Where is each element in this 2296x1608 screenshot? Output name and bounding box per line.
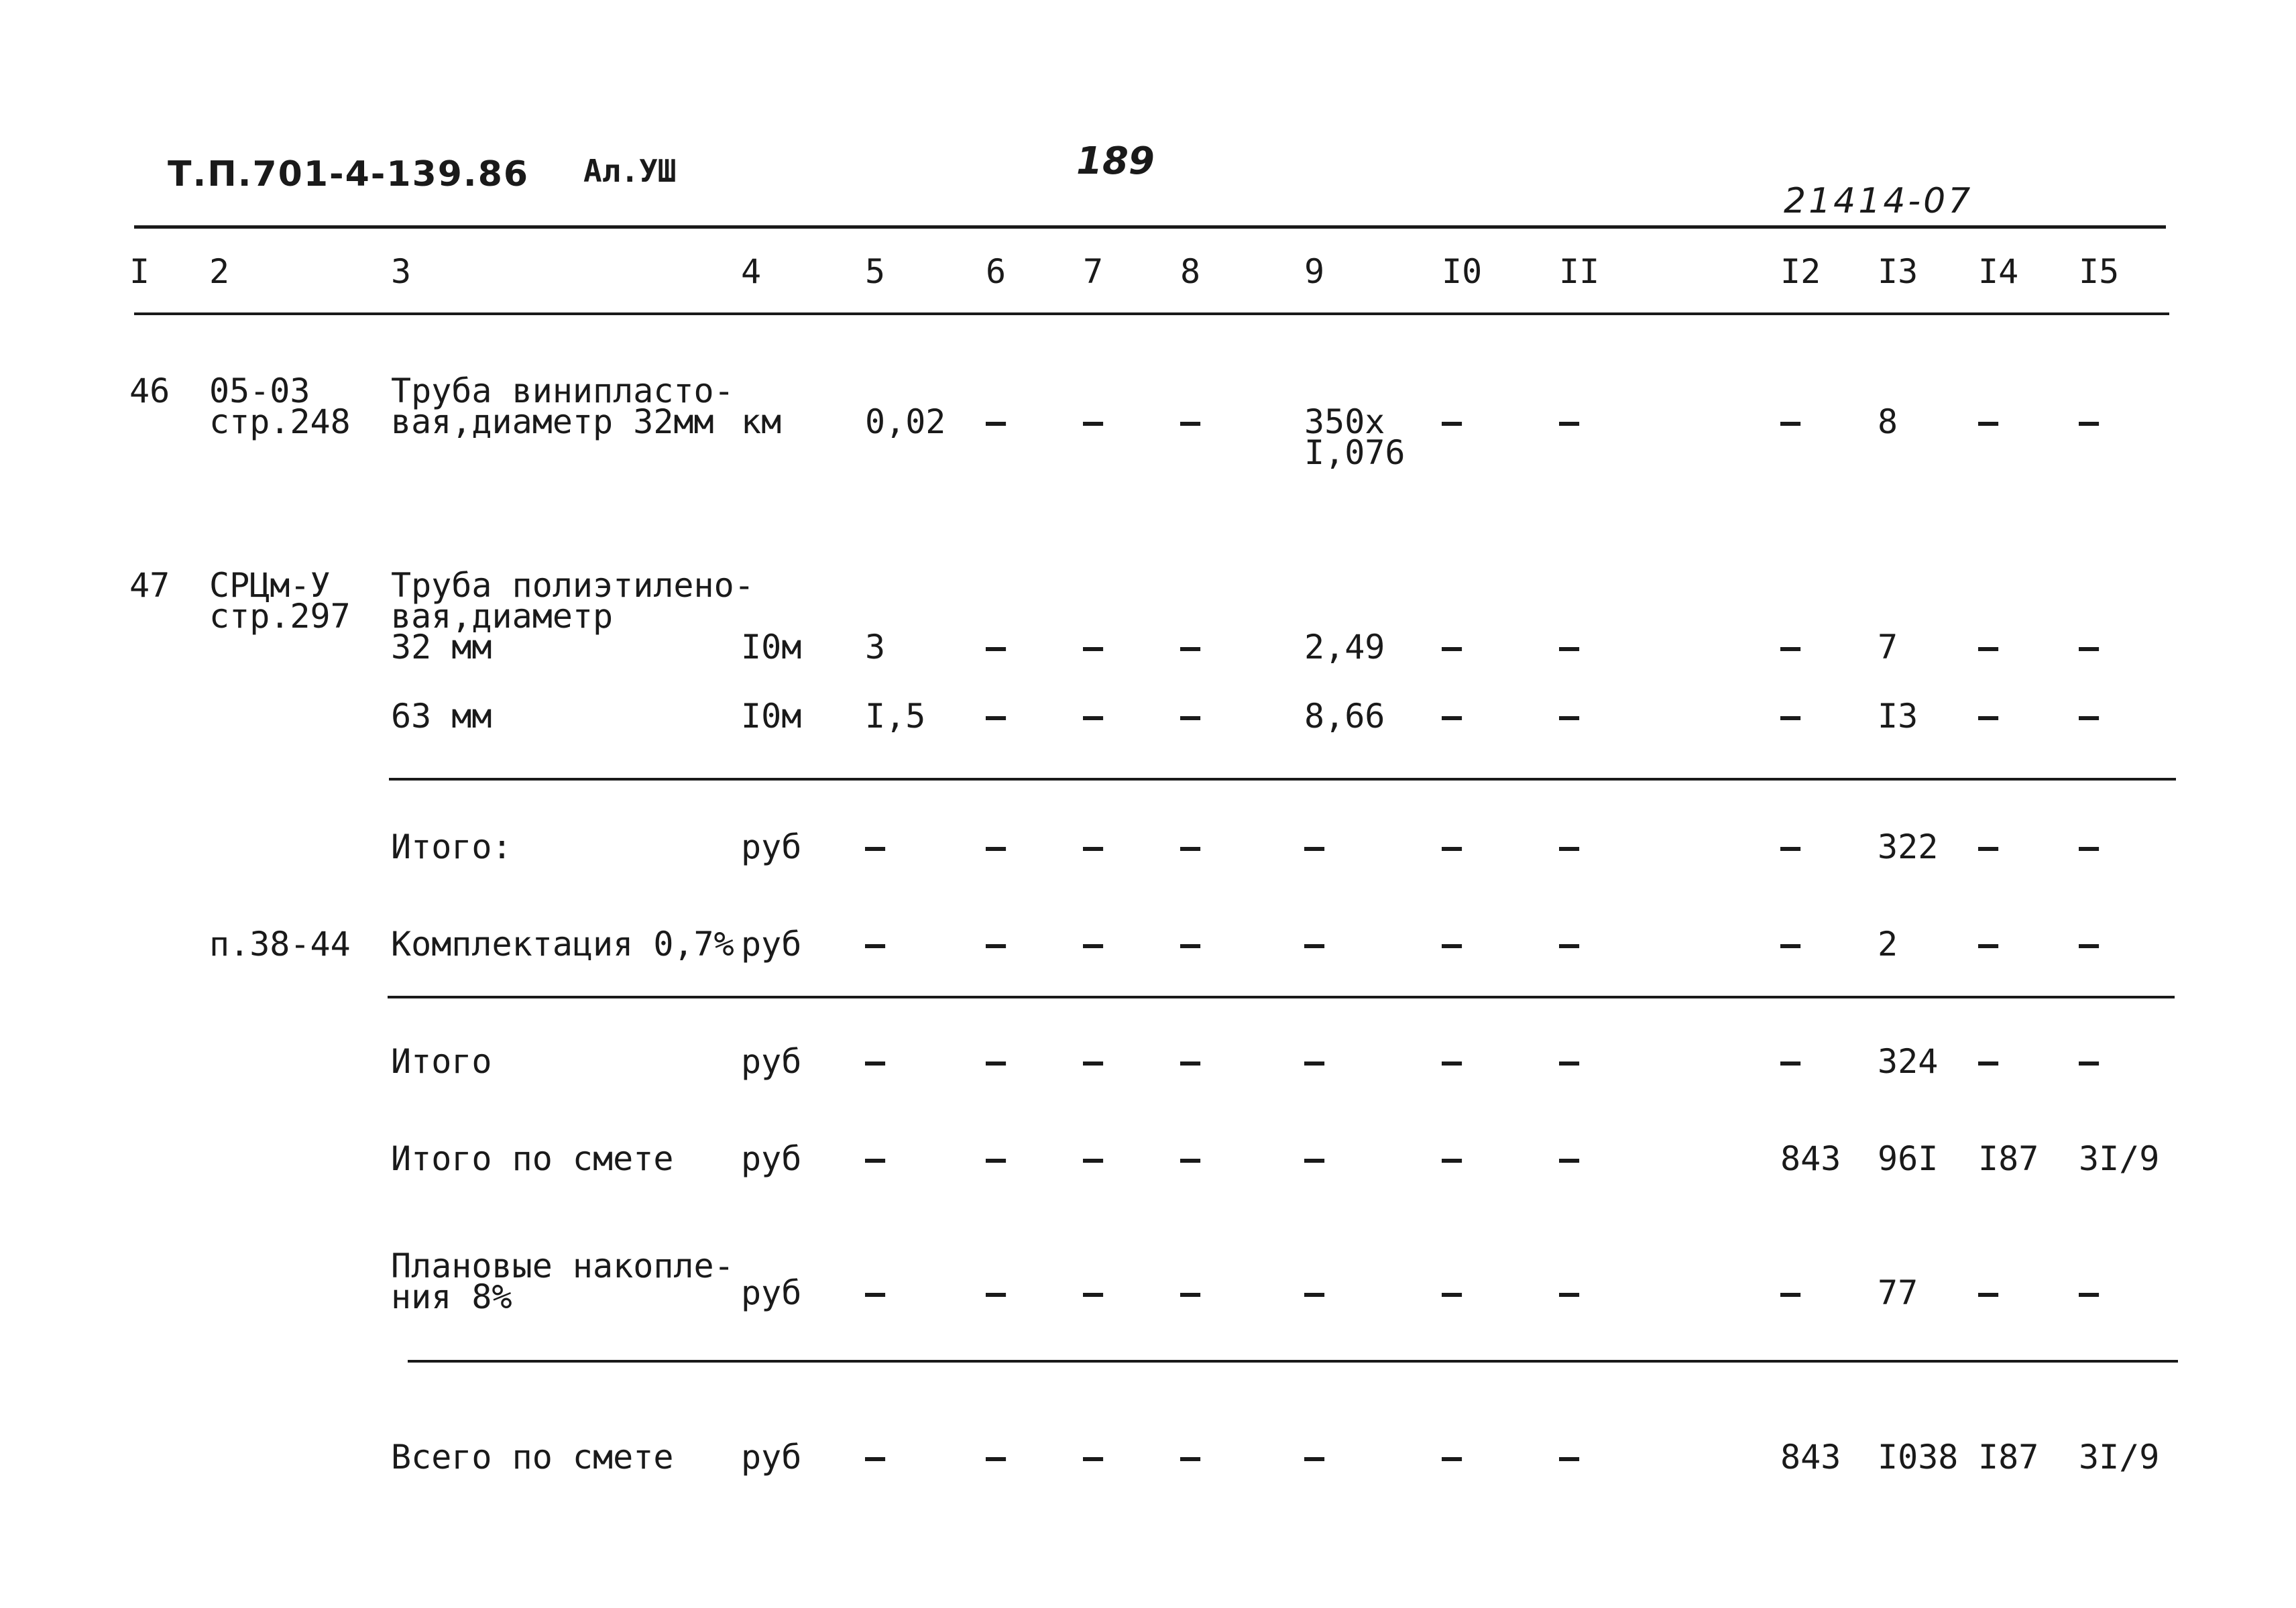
- cell-col-10: –: [1442, 1139, 1462, 1178]
- album-label: Ал.УШ: [583, 153, 677, 189]
- cell-col-11: –: [1559, 1438, 1580, 1477]
- cell-col-6: –: [986, 1273, 1007, 1312]
- cell-col-8: –: [1180, 697, 1201, 736]
- column-header-11: II: [1559, 252, 1600, 291]
- cell-col-8: –: [1180, 925, 1201, 964]
- column-header-3: 3: [391, 252, 412, 291]
- cell-col-4: руб: [741, 925, 802, 964]
- cell-col-4: руб: [741, 1042, 802, 1081]
- cell-col-14: –: [1978, 827, 1999, 866]
- cell-col-8: –: [1180, 402, 1201, 441]
- cell-col-12: –: [1780, 925, 1801, 964]
- column-header-1: I: [129, 252, 150, 291]
- cell-col-6: –: [986, 1042, 1007, 1081]
- cell-col-8: –: [1180, 1438, 1201, 1477]
- cell-col-7: –: [1083, 628, 1104, 667]
- column-header-9: 9: [1304, 252, 1325, 291]
- cell-col-3: 63 мм: [391, 697, 492, 736]
- cell-col-10: –: [1442, 1273, 1462, 1312]
- cell-col-5: –: [865, 1139, 886, 1178]
- cell-col-14: –: [1978, 628, 1999, 667]
- cell-col-14: –: [1978, 402, 1999, 441]
- cell-col-13: 7: [1878, 628, 1898, 667]
- cell-col-9: –: [1304, 1042, 1325, 1081]
- cell-col-15: 3I/9: [2079, 1139, 2160, 1178]
- cell-col-3: Итого: [391, 1042, 492, 1081]
- cell-col-5: –: [865, 1273, 886, 1312]
- column-header-4: 4: [741, 252, 762, 291]
- cell-col-9: –: [1304, 1273, 1325, 1312]
- cell-col-9: –: [1304, 1139, 1325, 1178]
- cell-col-6: –: [986, 628, 1007, 667]
- cell-col-6: –: [986, 827, 1007, 866]
- column-header-2: 2: [209, 252, 230, 291]
- cell-col-11: –: [1559, 1042, 1580, 1081]
- cell-col-14: –: [1978, 1273, 1999, 1312]
- column-header-8: 8: [1180, 252, 1201, 291]
- cell-col-2: п.38-44: [209, 925, 351, 964]
- cell-col-6: –: [986, 402, 1007, 441]
- cell-col-4: км: [741, 402, 782, 441]
- cell-col-5: –: [865, 1438, 886, 1477]
- cell-col-9: 8,66: [1304, 697, 1385, 736]
- cell-col-3: Всего по смете: [391, 1438, 674, 1477]
- cell-col-3: Труба винипласто- вая,диаметр 32мм: [391, 371, 734, 441]
- cell-col-13: 2: [1878, 925, 1898, 964]
- cell-col-3: Плановые накопле- ния 8%: [391, 1247, 734, 1316]
- cell-col-13: 322: [1878, 827, 1939, 866]
- cell-col-13: I038: [1878, 1438, 1959, 1477]
- cell-col-14: I87: [1978, 1438, 2039, 1477]
- cell-col-11: –: [1559, 1273, 1580, 1312]
- column-header-6: 6: [986, 252, 1007, 291]
- cell-col-12: –: [1780, 1042, 1801, 1081]
- cell-col-12: –: [1780, 827, 1801, 866]
- cell-col-4: руб: [741, 1139, 802, 1178]
- cell-col-5: –: [865, 827, 886, 866]
- cell-col-7: –: [1083, 925, 1104, 964]
- cell-col-14: –: [1978, 925, 1999, 964]
- cell-col-14: –: [1978, 1042, 1999, 1081]
- cell-col-12: –: [1780, 402, 1801, 441]
- cell-col-12: 843: [1780, 1438, 1841, 1477]
- cell-col-7: –: [1083, 1139, 1104, 1178]
- cell-col-6: –: [986, 925, 1007, 964]
- cell-col-8: –: [1180, 827, 1201, 866]
- top-rule: [134, 225, 2166, 229]
- cell-col-10: –: [1442, 925, 1462, 964]
- cell-col-15: –: [2079, 697, 2100, 736]
- cell-col-5: I,5: [865, 697, 926, 736]
- cell-col-4: I0м: [741, 628, 802, 667]
- cell-col-15: –: [2079, 402, 2100, 441]
- cell-col-6: –: [986, 697, 1007, 736]
- cell-col-11: –: [1559, 827, 1580, 866]
- cell-col-10: –: [1442, 402, 1462, 441]
- cell-col-1: 47: [129, 566, 170, 605]
- cell-col-12: –: [1780, 697, 1801, 736]
- doc-code: Т.П.701-4-139.86: [168, 154, 530, 194]
- cell-col-15: –: [2079, 1042, 2100, 1081]
- separator-rule-1: [389, 778, 2176, 781]
- cell-col-10: –: [1442, 628, 1462, 667]
- cell-col-13: 77: [1878, 1273, 1918, 1312]
- cell-col-15: –: [2079, 925, 2100, 964]
- cell-col-5: –: [865, 1042, 886, 1081]
- cell-col-4: руб: [741, 1273, 802, 1312]
- cell-col-12: –: [1780, 628, 1801, 667]
- cell-col-14: I87: [1978, 1139, 2039, 1178]
- cell-col-4: I0м: [741, 697, 802, 736]
- separator-rule-2: [388, 996, 2175, 998]
- cell-col-2: СРЦм-У стр.297: [209, 566, 351, 636]
- column-header-13: I3: [1878, 252, 1918, 291]
- cell-col-9: 350х I,076: [1304, 402, 1405, 472]
- cell-col-7: –: [1083, 1438, 1104, 1477]
- cell-col-7: –: [1083, 402, 1104, 441]
- cell-col-8: –: [1180, 628, 1201, 667]
- inventory-number: 21414-07: [1784, 181, 1973, 221]
- cell-col-5: –: [865, 925, 886, 964]
- cell-col-7: –: [1083, 1273, 1104, 1312]
- cell-col-3: Итого по смете: [391, 1139, 674, 1178]
- cell-col-11: –: [1559, 925, 1580, 964]
- cell-col-6: –: [986, 1139, 1007, 1178]
- column-header-12: I2: [1780, 252, 1821, 291]
- cell-col-14: –: [1978, 697, 1999, 736]
- cell-col-9: 2,49: [1304, 628, 1385, 667]
- cell-col-13: 8: [1878, 402, 1898, 441]
- cell-col-2: 05-03 стр.248: [209, 371, 351, 441]
- cell-col-9: –: [1304, 1438, 1325, 1477]
- cell-col-11: –: [1559, 628, 1580, 667]
- cell-col-15: 3I/9: [2079, 1438, 2160, 1477]
- cell-col-4: руб: [741, 1438, 802, 1477]
- page-number: 189: [1076, 139, 1155, 183]
- cell-col-13: I3: [1878, 697, 1918, 736]
- cell-col-15: –: [2079, 628, 2100, 667]
- cell-col-10: –: [1442, 1438, 1462, 1477]
- cell-col-13: 96I: [1878, 1139, 1939, 1178]
- cell-col-3: Труба полиэтилено- вая,диаметр 32 мм: [391, 566, 754, 667]
- column-header-14: I4: [1978, 252, 2019, 291]
- column-header-10: I0: [1442, 252, 1483, 291]
- column-header-15: I5: [2079, 252, 2120, 291]
- cell-col-13: 324: [1878, 1042, 1939, 1081]
- cell-col-9: –: [1304, 827, 1325, 866]
- cell-col-7: –: [1083, 697, 1104, 736]
- header-rule: [134, 312, 2169, 315]
- cell-col-12: 843: [1780, 1139, 1841, 1178]
- cell-col-12: –: [1780, 1273, 1801, 1312]
- cell-col-9: –: [1304, 925, 1325, 964]
- column-header-5: 5: [865, 252, 886, 291]
- cell-col-3: Комплектация 0,7%: [391, 925, 734, 964]
- cell-col-15: –: [2079, 1273, 2100, 1312]
- cell-col-1: 46: [129, 371, 170, 410]
- cell-col-6: –: [986, 1438, 1007, 1477]
- cell-col-4: руб: [741, 827, 802, 866]
- cell-col-11: –: [1559, 697, 1580, 736]
- cell-col-5: 0,02: [865, 402, 946, 441]
- cell-col-10: –: [1442, 697, 1462, 736]
- cell-col-10: –: [1442, 1042, 1462, 1081]
- cell-col-7: –: [1083, 1042, 1104, 1081]
- cell-col-11: –: [1559, 1139, 1580, 1178]
- cell-col-8: –: [1180, 1273, 1201, 1312]
- separator-rule-3: [408, 1360, 2178, 1363]
- cell-col-5: 3: [865, 628, 886, 667]
- cell-col-8: –: [1180, 1042, 1201, 1081]
- cell-col-11: –: [1559, 402, 1580, 441]
- cell-col-15: –: [2079, 827, 2100, 866]
- cell-col-10: –: [1442, 827, 1462, 866]
- cell-col-8: –: [1180, 1139, 1201, 1178]
- cell-col-7: –: [1083, 827, 1104, 866]
- column-header-7: 7: [1083, 252, 1104, 291]
- cell-col-3: Итого:: [391, 827, 512, 866]
